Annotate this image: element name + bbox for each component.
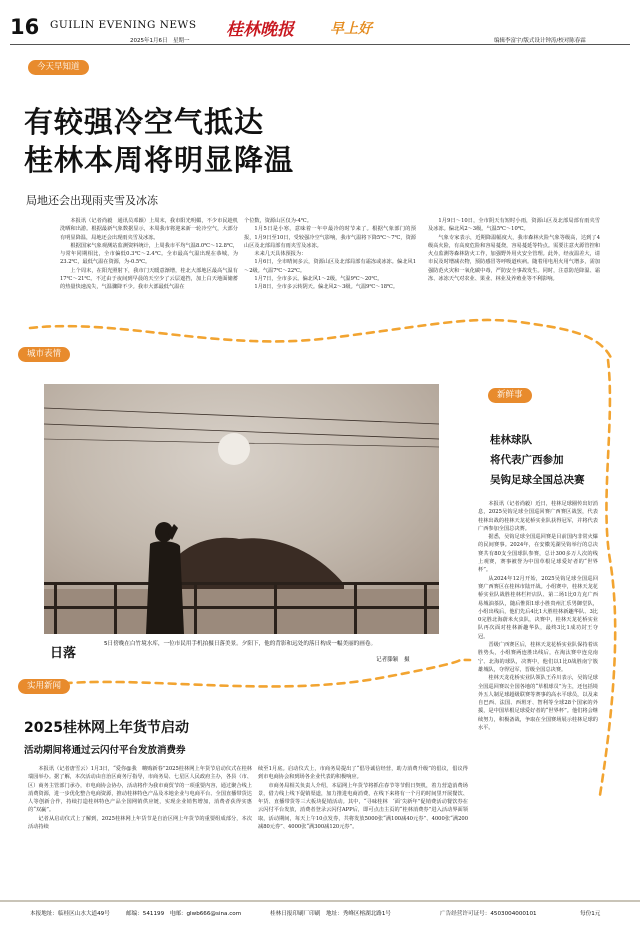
top-story-tag: 今天早知道: [28, 60, 89, 75]
photo-feature-tag: 城市表情: [18, 347, 70, 362]
headline-line-1: 有较强冷空气抵达: [24, 105, 265, 139]
dashed-line-city: [30, 320, 612, 360]
market-column-1: [28, 765, 252, 831]
paragraph: 本报讯（记者尚毅 通讯员邓颖）上周末，我市阳光明媚，不少市民趁机洗晒和出游。根据最新气象数据显示，本周我市将迎来新一轮冷空气，大部分有明显降温，局地还会出现雨夹雪及冰冻。: [60, 218, 238, 241]
dashed-line-market: [26, 660, 470, 688]
paragraph: 晋级广西赛区后，桂林天龙花桥实业队保持着该胜势头，小组赛两连胜出线后，在淘汰赛中连克南宁、北海的球队，决赛中，他们以1比0战胜南宁簇雄城队，夺得冠军，晋级全国总决赛。: [478, 642, 598, 673]
brand-logo: 桂林晚报: [226, 20, 294, 40]
top-story-subhead: 局地还会出现雨夹雪及冰冻: [26, 194, 158, 207]
sports-story-tag: 新鲜事: [488, 388, 532, 403]
footer-address: 本报地址：临桂区山水大道49号: [30, 911, 110, 917]
sports-headline: [490, 430, 585, 490]
paragraph: 个位数，资源山区仅为-4℃。: [244, 218, 312, 224]
footer-bar: [0, 900, 640, 929]
market-headline: 2025桂林网上年货节启动: [24, 720, 189, 736]
paragraph: 根据国家气象观测站监测资料统计，上周我市平均气温8.0℃～12.8℃，与常年同期相比，全市偏低0.3℃～2.4℃。全市最高气温出现在恭城，为23.2℃，最低气温在资源，为-0.5℃。: [60, 242, 238, 266]
footer-printer: 桂林日报印刷厂印刷 地址：秀峰区榕湖北路1号: [270, 911, 392, 917]
sunset-photo-image: [44, 384, 439, 634]
photo-caption: 5日傍晚在白竹境水库，一位市民用手机拍摄日落美景。夕阳下，他的背影和远处的落日构成一幅美丽的画卷。: [104, 641, 377, 647]
footer-license: 广告经营许可证号：4503004000101: [440, 911, 537, 917]
paragraph: 记者从启动仪式上了解到，2025桂林网上年货节是自治区网上年货节的重要组成部分，本次活动持续: [28, 815, 252, 831]
sports-story-body: [478, 500, 598, 732]
paragraph: 据悉，吴钩足球全国巡回赛是目前国内非常火爆的民间赛事。2024年，在安徽芜湖吴钩举行的总决赛共有80支全国球队参赛，总计300多万人次的线上观赛，赛事被誉为中国草根足球爱好者的“世界杯”。: [478, 534, 598, 574]
paragraph: 未来几天具体预报为：: [254, 251, 307, 258]
dashed-line-news: [600, 360, 615, 795]
page-number: 16: [10, 15, 40, 39]
market-subhead: 活动期间将通过云闪付平台发放消费券: [24, 745, 186, 756]
market-column-2: [258, 765, 468, 831]
paragraph: 1月7日，全市多云。偏北风1～2级。气温9℃～20℃。: [254, 276, 383, 283]
sports-headline-line-3: 吴钩足球全国总决赛: [490, 474, 585, 486]
headline-line-2: 桂林本周将明显降温: [24, 143, 295, 177]
paragraph: 气象专家表示，近期降温幅度大，我市森林火险气象等级高，达到了4级高火险，有高度危险和容易蔓烧，容易蔓延等特点。需要注意火源管控和火点监测等森林防火工作，加强野外用火安全管理。此外，经夜温差大，请市民及时增减衣物，预防感冒等呼吸道疾病。随着用电用火用气增多，需加强防范火灾和一氧化碳中毒，严防安全事故发生。同时，注意防范降温、霜冻、冰冻天气对农业、果业、林业及养殖业等不利影响。: [428, 234, 600, 283]
paragraph: 本报讯（记者唐雪云）1月3日，“爱你@我 嗨购新春”2025桂林网上年货节启动仪式在桂林瑞园举办。据了解，本次活动由自治区商务厅指导，市商务局、七星区人民政府主办，各县（市、区）商务主管部门承办，市电商协会协办，活动将作为我市商贸节的一项重要内容，通过聚合线上消费资源，进一步优化整合电商资源，推动桂林特色产品及本地企业与电商平台、全国直播带货达人等创新合作，持续打造桂林特色产品全国网销供应链，实现企业销售增加，消费者获得实惠的“双赢”。: [28, 766, 252, 814]
sunset-photo: [44, 384, 439, 634]
market-story-tag: 实用新闻: [18, 679, 70, 694]
paragraph: 1月9日～10日，全市阴天有短时小雨，资源山区及北部局部有雨夹雪及冰冻。偏北风2～3级。气温5℃～10℃。: [428, 218, 600, 233]
sports-headline-line-2: 将代表广西参加: [490, 454, 564, 466]
editor-credits: 编辑李富宇/版式设计钟涛/校对陈春霖: [494, 38, 586, 44]
paragraph: 上个周末，在阳光照射下，我市门天暖意渐增，桂北大部地区最高气温有17℃～21℃。不过由于夜间到早晨的天空少了云层遮挡，加上白天地面储蓄的热量快速流失，气温骤降不少。我市大部最低气温在: [60, 267, 238, 291]
photo-title: 日落: [50, 646, 77, 661]
footer-email: 邮编：541199 电邮：glwb666@sina.com: [126, 911, 242, 917]
paragraph: 市商务局相关负责人介绍，本届网上年货节将抓住春节等节假日契机，着力营造消费场景，借力线上线下促销渠道，加力推进电商消费，在线下来将有一个月的时间里开展餐饮、年货、直播带货等三大板块促销活动。其中，“寻味桂林 ‘面’尖新年”促销费活动餐饮券在云闪付平台发放，消费者登录云闪付APP后，即可点击主页的“桂林消费券”进入活动界面领取，活动期间，每天上午10点发券，共将发放5000张“满100减40元券”、4000张“满200减80元券”、4000张“满300减120元券”。: [258, 782, 468, 831]
paragraph: 续至1月底。启动仪式上，市商务局提出了“倡导诚信经营，助力消费升级”的倡议，倡议得到市电商协会和到场各企业代表的积极响应。: [258, 766, 468, 781]
paragraph: 1月5日是小寒，意味着一年中最冷的时节来了。根据气象部门的预报，1月9日至10日，受较强冷空气影响，我市气温将下降5℃～7℃，资源山区及北部局部有雨夹雪及冰冻。: [244, 226, 416, 249]
paragraph: 本报讯（记者尚毅）近日，桂林足球圈传出好消息，2025吴钩足球全国巡回赛广西赛区战罢，代表桂林出战的桂林天龙花桥实业队获得冠军，并将代表广西参加全国总决赛。: [478, 501, 598, 532]
paper-english-name: GUILIN EVENING NEWS: [50, 19, 197, 31]
paragraph: 从2024年12月开始，2025吴钩足球全国巡回赛广西赛区在桂林市陆开战。小组赛中，桂林天龙花桥实业队战胜桂林栏杆店队、第二场1比0力克广西易城油茶队，随后惟阳1球小胜贵州汇乐男御堂队，小组出线后，他们先后4比1大胜桂林新趣华队、3比0完胜北海蔚米火虫队，决赛中，桂林天龙花桥实业队再次面对桂林新趣华队，最终3比1成功封王夺冠。: [478, 575, 598, 640]
sports-headline-line-1: 桂林球队: [490, 434, 532, 446]
section-logo: 早上好: [330, 21, 372, 37]
paragraph: 桂林天龙花桥实业队领队王乔川表示，吴钩足球全国巡回赛以全国各地的“草根球员”为主，还包括境外五人制足球超级联赛等赛事的高水平球员，以及来自巴西、法国、西班牙、智利等全球28个国家的外援，是中国草根足球爱好者的“世界杯”。他们将会继续努力，积极备战，争取在全国赛场展示桂林足球的水平。: [478, 675, 598, 732]
photo-credit: 记者滕颖 摄: [376, 657, 410, 663]
paragraph: 1月6日，全市晴间多云，资源山区及北部局部有霜冻或冰冻。偏北风1～2级。气温7℃～22℃。: [244, 259, 416, 274]
footer-price: 每份1元: [580, 911, 601, 917]
paragraph: 1月8日，全市多云转阴天。偏北风2～3级。气温9℃～18℃。: [254, 284, 399, 291]
date-line: 2025年1月6日 星期一: [130, 38, 190, 44]
